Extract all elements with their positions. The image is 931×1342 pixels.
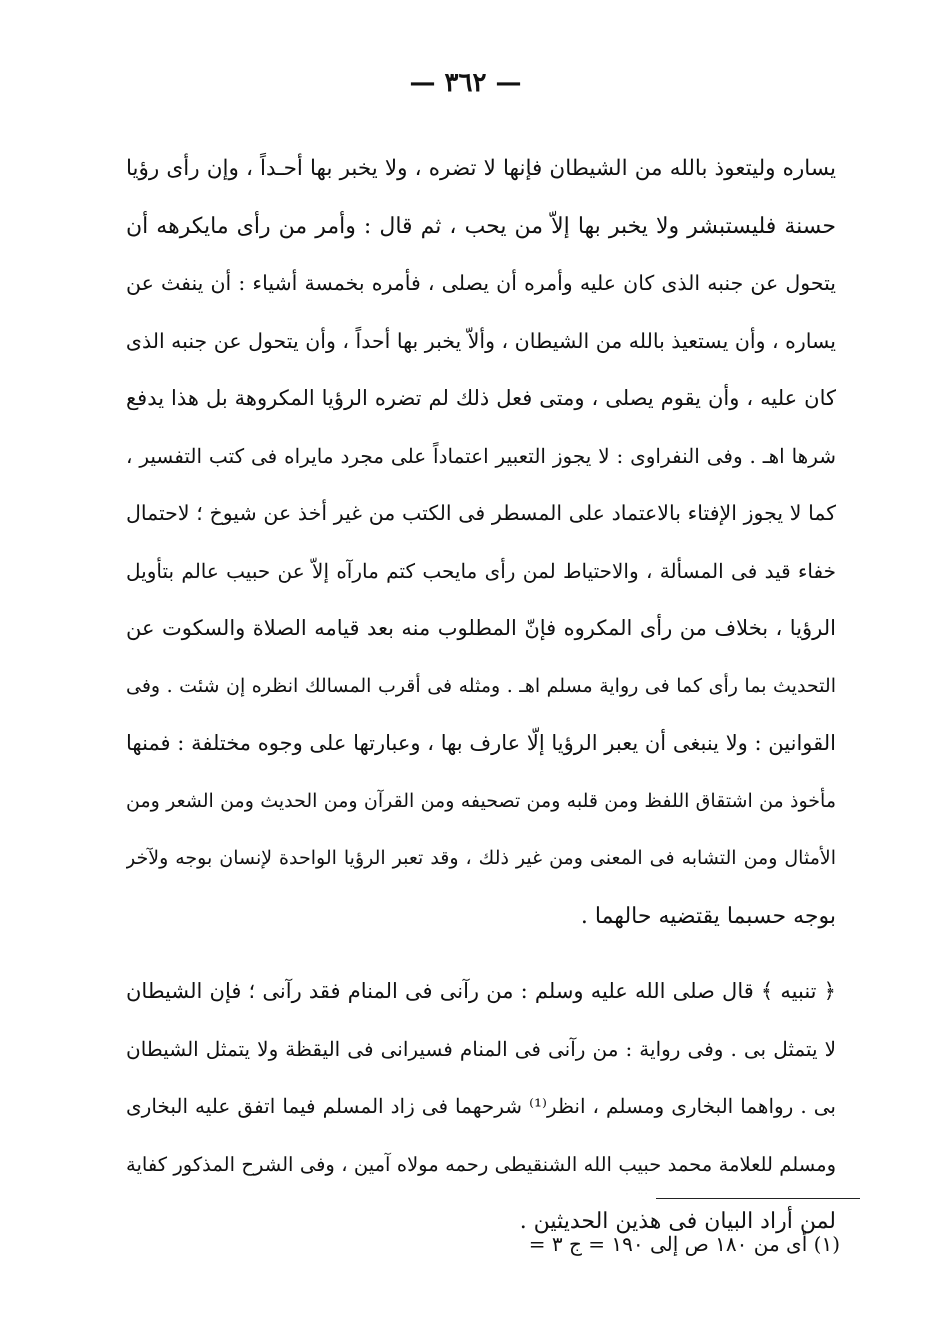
text-line: القوانين : ولا ينبغى أن يعبر الرؤيا إلّا عارف بها ، وعبارتها على وجوه مختلفة : فمنها (126, 731, 836, 755)
text-line: يتحول عن جنبه الذى كان عليه وأمره أن يصلى ، فأمره بخمسة أشياء : أن ينفث عن (126, 271, 836, 295)
text-line: حسنة فليستبشر ولا يخبر بها إلاّ من يحب ، ثم قال : وأمر من رأى مايكرهه أن (126, 213, 836, 239)
footnote: (١) أى من ١٨٠ ص إلى ١٩٠ = ج ٣ = (528, 1232, 840, 1256)
text-line: شرها اهـ . وفى النفراوى : لا يجوز التعبير اعتماداً على مجرد مايراه فى كتب التفسير ، (126, 443, 836, 468)
text-line: التحديث بما رأى كما فى رواية مسلم اهـ . ومثله فى أقرب المسالك انظره إن شئت . وفى (126, 674, 836, 697)
text-line: بى . رواهما البخارى ومسلم ، انظر⁽¹⁾ شرحهما فى زاد المسلم فيما اتفق عليه البخارى (126, 1094, 836, 1118)
text-line: يساره ، وأن يستعيذ بالله من الشيطان ، وألاّ يخبر بها أحداً ، وأن يتحول عن جنبه الذى (126, 328, 836, 353)
paragraph (126, 140, 836, 945)
text-line: مأخوذ من اشتقاق اللفظ ومن قلبه ومن تصحيفه ومن القرآن ومن الحديث ومن الشعر ومن (126, 789, 836, 812)
text-line: يساره وليتعوذ بالله من الشيطان فإنها لا تضره ، ولا يخبر بها أحـداً ، وإن رأى رؤيا (126, 156, 836, 181)
text-line: ﴿ تنبيه ﴾ قال صلى الله عليه وسلم : من رآنى فى المنام فقد رآنى ؛ فإن الشيطان (126, 979, 836, 1003)
paragraph-gap (126, 945, 836, 963)
text-line: الرؤيا ، بخلاف من رأى المكروه فإنّ المطلوب منه بعد قيامه الصلاة والسكوت عن (126, 616, 836, 640)
paragraph-tanbih (126, 963, 836, 1251)
text-line: خفاء قيد فى المسألة ، والاحتياط لمن رأى مايحب كتم مارآه إلاّ عن حبيب عالم بتأويل (126, 558, 836, 583)
text-line: كان عليه ، وأن يقوم يصلى ، ومتى فعل ذلك لم تضره الرؤيا المكروهة بل هذا يدفع (126, 386, 836, 410)
page-number: — ٣٦٢ — (409, 68, 522, 98)
body-text (126, 140, 836, 1251)
text-line: بوجه حسبما يقتضيه حالهما . (580, 903, 836, 929)
text-line: الأمثال ومن التشابه فى المعنى ومن غير ذلك ، وقد تعبر الرؤيا الواحدة لإنسان بوجه ولآخر (126, 847, 836, 869)
footnote-divider (656, 1198, 860, 1199)
text-line: لا يتمثل بى . وفى رواية : من رآنى فى المنام فسيرانى فى اليقظة ولا يتمثل الشيطان (126, 1036, 836, 1061)
text-line: كما لا يجوز الإفتاء بالاعتماد على المسطر فى الكتب من غير أخذ عن شيوخ ؛ لاحتمال (126, 501, 836, 525)
text-line: لمن أراد البيان فى هذين الحديثين . (519, 1209, 836, 1234)
text-line: ومسلم للعلامة محمد حبيب الله الشنقيطى رحمه مولاه آمين ، وفى الشرح المذكور كفاية (126, 1152, 836, 1176)
